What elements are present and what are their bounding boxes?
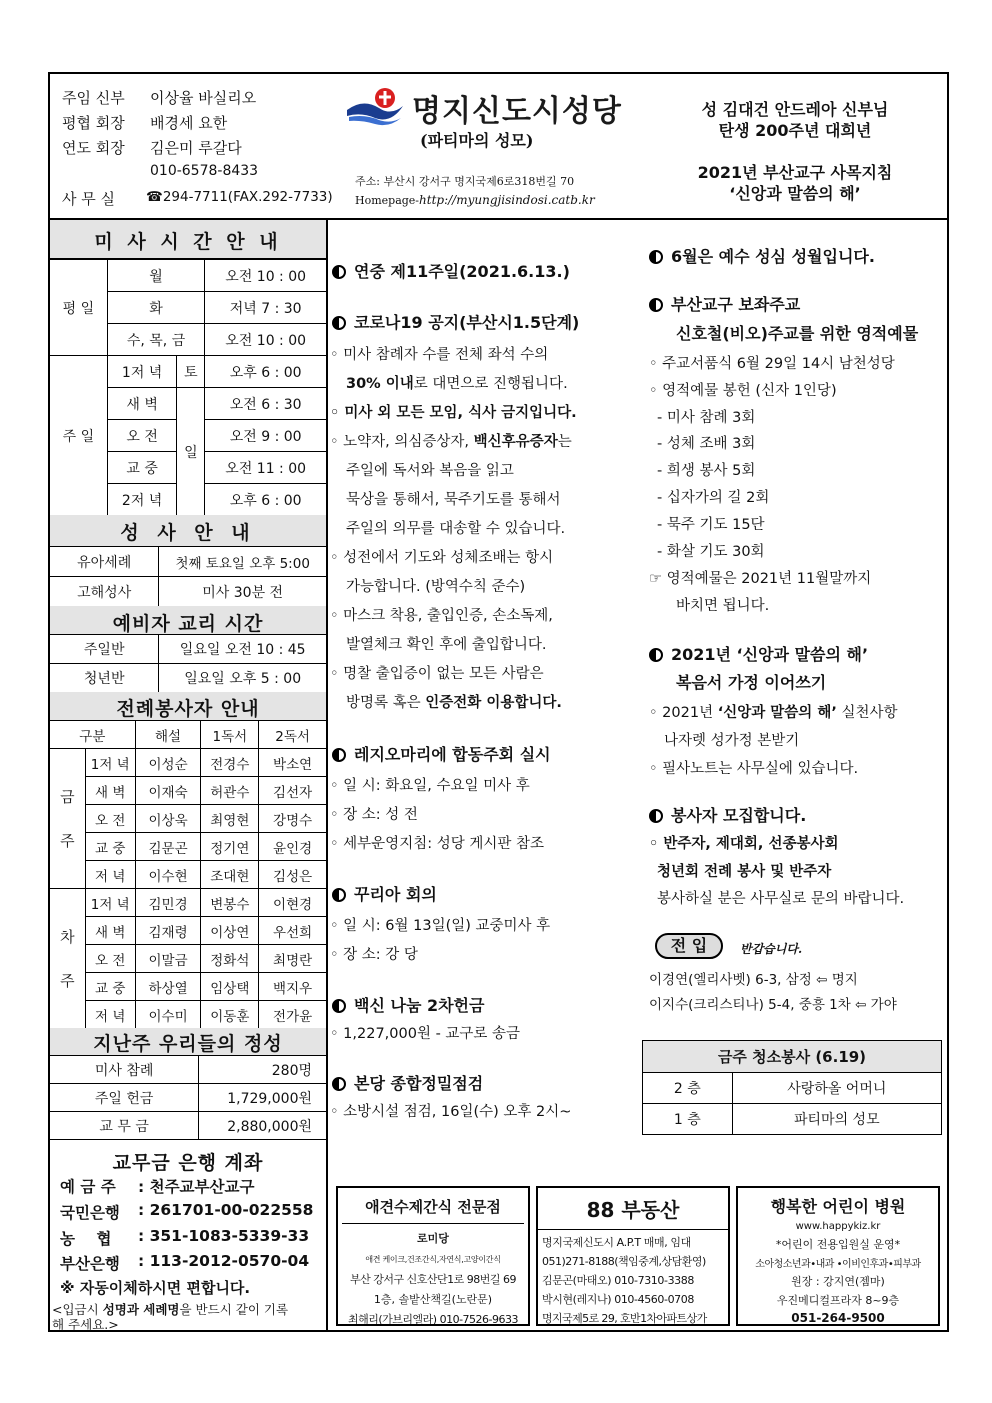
bank-value-text: 천주교부산교구 (149, 1178, 255, 1196)
mass-title: 미 사 시 간 안 내 (94, 231, 282, 253)
liturgy-cell: 이수현 (135, 861, 201, 889)
mass-time: 오전 9 : 00 (205, 420, 327, 452)
jubilee-line-2: 탄생 200주년 대희년 (718, 121, 872, 140)
ad-line: *어린이 전용입원실 운영* (775, 1238, 901, 1251)
text-part: 로 대면으로 진행됩니다. (413, 376, 568, 392)
church-logo-icon (345, 86, 405, 126)
catechumen-value: 일요일 오전 10 : 45 (159, 635, 327, 664)
vaccine-line: ◦ 1,227,000원 - 교구로 송금 (330, 1026, 521, 1042)
bishop-line: 바치면 됩니다. (676, 598, 770, 614)
section-title: 부산교구 보좌주교 (671, 295, 801, 314)
liturgy-cell: 1저 녁 (85, 749, 135, 777)
ad-title: 애견수제간식 전문점 (365, 1198, 501, 1216)
liturgy-cell: 교 중 (85, 833, 135, 861)
catechumen-title: 예비자 교리 시간 (112, 613, 264, 635)
bank-name: 예 금 주 (60, 1178, 116, 1196)
group-this-week (50, 749, 86, 889)
footnote-bold: 성명과 세례명 (102, 1302, 180, 1317)
covid-line: ◦ 성전에서 기도와 성체조배는 항시 (330, 550, 554, 566)
sunday-label: 주 일 (50, 356, 108, 516)
pastoral-line-2: ‘신앙과 말씀의 해’ (729, 184, 861, 203)
section-title: 봉사자 모집합니다. (671, 806, 807, 825)
cleaning-floor: 1 층 (643, 1104, 733, 1135)
covid-line: ◦ 미사 참례자 수를 전체 좌석 수의 (330, 347, 549, 363)
offering-table (49, 1055, 327, 1140)
group-label: 금주 (60, 787, 75, 850)
bold-part: 30% 이내 (346, 376, 414, 392)
liturgy-header: 1독서 (201, 721, 259, 749)
section-title: 6월은 예수 성심 성월입니다. (671, 247, 875, 266)
ad-line: 최해리(가브리엘라) 010-7526-9633 (347, 1313, 518, 1326)
mass-time: 오후 6 : 00 (205, 356, 327, 388)
bold-part: 백신후유증자 (473, 434, 558, 450)
ad-web: www.happykiz.kr (795, 1221, 881, 1232)
gospel-line (649, 701, 898, 722)
mass-time: 오전 10 : 00 (205, 324, 327, 356)
liturgy-cell: 김민경 (135, 889, 201, 917)
bold-part: ‘신앙과 말씀의 해’ (717, 705, 837, 721)
legio-line: ◦ 일 시: 화요일, 수요일 미사 후 (330, 778, 530, 794)
liturgy-cell: 정기연 (201, 833, 259, 861)
liturgy-cell: 최명란 (259, 945, 327, 973)
ad-pet-snack (336, 1186, 530, 1326)
office-label: 사 무 실 (62, 190, 116, 208)
bishop-line: - 화살 기도 30회 (657, 544, 765, 560)
liturgy-cell: 전가윤 (259, 1001, 327, 1029)
liturgy-cell: 조대현 (201, 861, 259, 889)
section-covid (332, 310, 579, 333)
saturday-mark: 토 (177, 356, 205, 388)
liturgy-cell: 저 녁 (85, 1001, 135, 1029)
liturgy-cell: 정화석 (201, 945, 259, 973)
section-volunteers (649, 803, 806, 826)
liturgy-cell: 새 벽 (85, 917, 135, 945)
covid-line (346, 372, 568, 393)
weekday-label: 평 일 (50, 260, 108, 356)
sacrament-name: 고해성사 (50, 577, 159, 607)
liturgy-cell: 윤인경 (259, 833, 327, 861)
bishop-line: ☞ 영적예물은 2021년 11월말까지 (649, 571, 872, 587)
mass-table (49, 259, 327, 516)
section-sacred-heart (649, 244, 875, 267)
covid-line: ◦ 미사 외 모든 모임, 식사 금지입니다. (330, 405, 577, 421)
liturgy-cell: 이재숙 (135, 777, 201, 805)
bank-title: 교무금 은행 계좌 (112, 1152, 264, 1174)
liturgy-cell: 1저 녁 (85, 889, 135, 917)
liturgy-cell: 이성순 (135, 749, 201, 777)
section-bishop (649, 292, 800, 315)
liturgy-cell: 김성은 (259, 861, 327, 889)
offering-name: 미사 참례 (50, 1056, 199, 1084)
offering-name: 교 무 금 (50, 1112, 199, 1140)
church-subtitle: (파티마의 성모) (420, 131, 534, 150)
mass-time: 오전 6 : 30 (205, 388, 327, 420)
sacrament-name: 유아세례 (50, 547, 159, 577)
ad-line: 1층, 솔밭산책길(노란문) (373, 1293, 493, 1306)
volunteer-line: 봉사하실 분은 사무실로 문의 바랍니다. (657, 891, 905, 907)
section-title: 레지오마리에 합동주회 실시 (354, 745, 551, 764)
half-circle-icon (649, 298, 663, 312)
mover-line: 이경연(엘리사벳) 6-3, 삼정 ⇦ 명지 (649, 972, 858, 988)
liturgy-cell: 이말금 (135, 945, 201, 973)
ad-line: 명지국제신도시 A.P.T 매매, 임대 (542, 1236, 691, 1249)
volunteer-line: ◦ 반주자, 제대회, 선종봉사회 (649, 836, 839, 852)
bishop-line: - 희생 봉사 5회 (657, 463, 756, 479)
staff-phone: 010-6578-8433 (150, 163, 259, 179)
ad-title: 88 부동산 (586, 1198, 680, 1222)
ad-real-estate (536, 1186, 730, 1326)
ad-line: 우진메디컬프라자 8~9층 (776, 1294, 900, 1307)
mass-name: 교 중 (107, 452, 177, 484)
legio-line: ◦ 세부운영지침: 성당 게시판 참조 (330, 836, 544, 852)
covid-line: 가능합니다. (방역수칙 준수) (346, 579, 526, 595)
footnote-part: <입금시 (52, 1302, 103, 1317)
liturgy-cell: 박소연 (259, 749, 327, 777)
bank-footnote-2: 해 주세요.> (52, 1317, 119, 1332)
mass-time: 오전 10 : 00 (205, 260, 327, 292)
ad-line: 원장 : 강지연(젬마) (791, 1275, 885, 1288)
staff-name: 김은미 루갈다 (150, 139, 242, 157)
half-circle-icon (332, 999, 346, 1013)
sacrament-title: 성 사 안 내 (120, 522, 256, 544)
text-part: 방명록 혹은 (346, 695, 426, 711)
sunday-mark: 일 (177, 388, 205, 516)
homepage-line (355, 193, 595, 207)
offering-title: 지난주 우리들의 정성 (93, 1033, 283, 1055)
mass-name: 오 전 (107, 420, 177, 452)
liturgy-cell: 하상열 (135, 973, 201, 1001)
liturgy-cell: 이상연 (201, 917, 259, 945)
bishop-line: - 미사 참례 3회 (657, 410, 756, 426)
cleaning-group: 사랑하올 어머니 (732, 1073, 941, 1104)
bank-name: 농 협 (60, 1230, 112, 1248)
section-title: 백신 나눔 2차헌금 (354, 996, 485, 1015)
mass-name: 2저 녁 (107, 484, 177, 516)
ad-line: 박시현(레지나) 010-4560-0708 (542, 1293, 694, 1306)
bank-value-text: 351-1083-5339-33 (149, 1227, 310, 1245)
offering-value: 2,880,000원 (199, 1112, 327, 1140)
bishop-line: - 십자가의 길 2회 (657, 490, 770, 506)
sacrament-value: 첫째 토요일 오후 5:00 (159, 547, 327, 577)
section-inspection (332, 1071, 483, 1094)
liturgy-cell: 최영현 (201, 805, 259, 833)
liturgy-cell: 이동훈 (201, 1001, 259, 1029)
bold-part: 인증전화 이용합니다. (425, 695, 562, 711)
covid-line: 발열체크 확인 후에 출입합니다. (346, 637, 547, 653)
bank-value-text: 113-2012-0570-04 (149, 1252, 310, 1270)
liturgy-header: 해설 (135, 721, 201, 749)
liturgy-cell: 오 전 (85, 945, 135, 973)
homepage-label: Homepage- (355, 194, 420, 207)
half-circle-icon (332, 888, 346, 902)
mass-time: 오후 6 : 00 (205, 484, 327, 516)
ad-title: 행복한 어린이 병원 (770, 1197, 906, 1216)
bank-value: : 261701-00-022558 (138, 1201, 314, 1219)
offering-value: 280명 (199, 1056, 327, 1084)
mass-name: 1저 녁 (107, 356, 177, 388)
liturgy-cell: 백지우 (259, 973, 327, 1001)
text-part: ◦ 2021년 (649, 705, 718, 721)
staff-role: 주임 신부 (62, 89, 125, 107)
staff-name: 배경세 요한 (150, 114, 228, 132)
catechumen-name: 청년반 (50, 664, 159, 693)
half-circle-icon (332, 1077, 346, 1091)
mass-name: 새 벽 (107, 388, 177, 420)
mass-day: 화 (107, 292, 205, 324)
half-circle-icon (649, 648, 663, 662)
mass-time: 오전 11 : 00 (205, 452, 327, 484)
section-legio (332, 742, 551, 765)
ad-line: 부산 강서구 신호산단1로 98번길 69 (350, 1273, 516, 1286)
ad-line: 명지국제5로 29, 호반1차아파트상가 (542, 1312, 707, 1325)
ad-line: 소아청소년과•내과 •이비인후과•피부과 (755, 1259, 921, 1270)
cleaning-title: 금주 청소봉사 (6.19) (643, 1041, 942, 1073)
bank-name: 국민은행 (60, 1204, 120, 1222)
bank-value: : 351-1083-5339-33 (138, 1227, 310, 1245)
liturgy-cell: 새 벽 (85, 777, 135, 805)
sacrament-table (49, 546, 327, 607)
liturgy-header: 2독서 (259, 721, 327, 749)
footnote-part: 을 반드시 같이 기록 (179, 1302, 289, 1317)
text-part: ◦ 노약자, 의심증상자, (330, 434, 474, 450)
liturgy-cell: 김선자 (259, 777, 327, 805)
section-title-2: 복음서 가정 이어쓰기 (676, 673, 827, 692)
bank-note: ※ 자동이체하시면 편합니다. (60, 1279, 251, 1297)
curia-line: ◦ 일 시: 6월 13일(일) 교중미사 후 (330, 918, 551, 934)
liturgy-cell: 이상욱 (135, 805, 201, 833)
liturgy-cell: 이수미 (135, 1001, 201, 1029)
text-part: 실천사항 (836, 705, 898, 721)
catechumen-table (49, 634, 327, 693)
bishop-line: - 성체 조배 3회 (657, 436, 756, 452)
bishop-line: ◦ 영적예물 봉헌 (신자 1인당) (649, 383, 837, 399)
offering-value: 1,729,000원 (199, 1084, 327, 1112)
liturgy-title: 전례봉사자 안내 (116, 698, 260, 720)
liturgy-cell: 변봉수 (201, 889, 259, 917)
welcome-text: 반갑습니다. (740, 942, 803, 956)
mass-day: 수, 목, 금 (107, 324, 205, 356)
section-title-2: 신호철(비오)주교를 위한 영적예물 (676, 324, 919, 343)
homepage-link[interactable]: http://myungjisindosi.catb.kr (419, 193, 595, 207)
staff-role: 평협 회장 (62, 114, 125, 132)
offering-name: 주일 헌금 (50, 1084, 199, 1112)
curia-line: ◦ 장 소: 강 당 (330, 947, 418, 963)
catechumen-value: 일요일 오후 5 : 00 (159, 664, 327, 693)
bank-name: 부산은행 (60, 1255, 120, 1273)
covid-line: ◦ 마스크 착용, 출입인증, 손소독제, (330, 608, 553, 624)
gospel-line: 나자렛 성가정 본받기 (664, 733, 800, 749)
ad-childrens-hospital (736, 1186, 940, 1326)
covid-line: 주일의 의무를 대송할 수 있습니다. (346, 521, 566, 537)
section-title: 연중 제11주일(2021.6.13.) (354, 262, 570, 281)
section-title: 꾸리아 회의 (354, 885, 437, 904)
covid-line (330, 430, 572, 451)
bank-value: : 113-2012-0570-04 (138, 1252, 310, 1270)
liturgy-cell: 김문곤 (135, 833, 201, 861)
section-title: 2021년 ‘신앙과 말씀의 해’ (671, 645, 869, 664)
section-vaccine (332, 993, 484, 1016)
section-title: 본당 종합정밀점검 (354, 1074, 484, 1093)
catechumen-name: 주일반 (50, 635, 159, 664)
liturgy-cell: 임상택 (201, 973, 259, 1001)
address: 주소: 부산시 강서구 명지국제6로318번길 70 (355, 175, 575, 188)
half-circle-icon (649, 809, 663, 823)
liturgy-cell: 김재령 (135, 917, 201, 945)
legio-line: ◦ 장 소: 성 전 (330, 807, 418, 823)
section-title: 코로나19 공지(부산시1.5단계) (354, 313, 580, 332)
move-in-badge: 전 입 (655, 933, 723, 959)
bishop-line: ◦ 주교서품식 6월 29일 14시 남천성당 (649, 356, 895, 372)
ad-line: 051)271-8188(책임중계,상담환영) (542, 1255, 706, 1268)
liturgy-cell: 교 중 (85, 973, 135, 1001)
mass-time: 저녁 7 : 30 (205, 292, 327, 324)
ad-line: 김문곤(마태오) 010-7310-3388 (542, 1274, 694, 1287)
cleaning-table (642, 1040, 942, 1135)
section-sunday (332, 259, 570, 282)
liturgy-cell: 우선희 (259, 917, 327, 945)
half-circle-icon (649, 250, 663, 264)
cleaning-floor: 2 층 (643, 1073, 733, 1104)
liturgy-cell: 전경수 (201, 749, 259, 777)
liturgy-cell: 허관수 (201, 777, 259, 805)
bishop-line: - 묵주 기도 15단 (657, 517, 765, 533)
section-curia (332, 882, 437, 905)
office-phone: ☎294-7711(FAX.292-7733) (146, 189, 333, 205)
staff-name: 이상율 바실리오 (150, 89, 257, 107)
liturgy-cell: 강명수 (259, 805, 327, 833)
liturgy-header: 구분 (50, 721, 136, 749)
jubilee-line-1: 성 김대건 안드레아 신부님 (701, 100, 889, 119)
liturgy-cell: 저 녁 (85, 861, 135, 889)
mover-line: 이지수(크리스티나) 5-4, 중흥 1차 ⇦ 가야 (649, 997, 897, 1013)
ad-phone: 051-264-9500 (791, 1311, 885, 1325)
church-name: 명지신도시성당 (412, 94, 622, 129)
ad-line: 애견 케이크,건조간식,자연식,고양이간식 (365, 1255, 501, 1264)
staff-role: 연도 회장 (62, 139, 125, 157)
liturgy-cell: 이현경 (259, 889, 327, 917)
half-circle-icon (332, 316, 346, 330)
inspection-line: ◦ 소방시설 점검, 16일(수) 오후 2시~ (330, 1104, 572, 1120)
section-gospel (649, 642, 868, 665)
covid-line (346, 691, 562, 712)
half-circle-icon (332, 265, 346, 279)
bank-value: : 천주교부산교구 (138, 1178, 255, 1196)
sacrament-value: 미사 30분 전 (159, 577, 327, 607)
group-next-week (50, 889, 86, 1029)
pastoral-line-1: 2021년 부산교구 사목지침 (697, 163, 893, 182)
liturgy-table (49, 720, 327, 1029)
text-part: 는 (557, 434, 572, 450)
bank-value-text: 261701-00-022558 (149, 1201, 314, 1219)
covid-line: 묵상을 통해서, 묵주기도를 통해서 (346, 492, 561, 508)
mass-day: 월 (107, 260, 205, 292)
ad-shop-name: 로미당 (417, 1232, 449, 1245)
gospel-line: ◦ 필사노트는 사무실에 있습니다. (649, 761, 859, 777)
liturgy-cell: 오 전 (85, 805, 135, 833)
group-label: 차주 (60, 927, 75, 990)
covid-line: ◦ 명찰 출입증이 없는 모든 사람은 (330, 666, 544, 682)
half-circle-icon (332, 748, 346, 762)
volunteer-line: 청년회 전례 봉사 및 반주자 (657, 864, 832, 880)
covid-line: 주일에 독서와 복음을 읽고 (346, 463, 514, 479)
cleaning-group: 파티마의 성모 (732, 1104, 941, 1135)
